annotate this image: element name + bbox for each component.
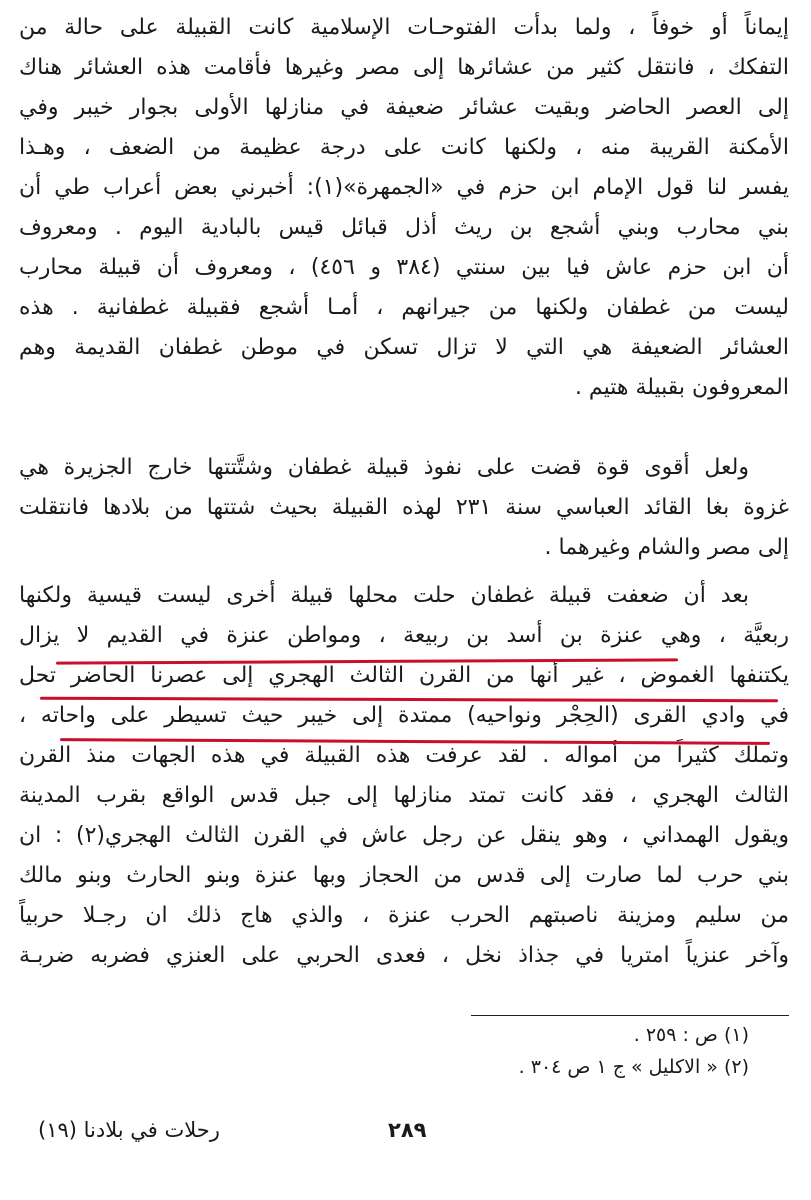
text-line: ولعل أقوى قوة قضت على نفوذ قبيلة غطفان وشتَّتتها خارج الجزيرة هي [19,455,749,480]
text-line: إلى مصر والشام وغيرهما . [544,535,789,560]
text-line: من سليم ومزينة ناصبتهم الحرب عنزة ، والذي هاج ذلك ان رجـلا حربياً [19,903,789,928]
text-line: إلى العصر الحاضر وبقيت عشائر ضعيفة في منازلها الأولى بجوار خيبر وفي [19,95,789,120]
footnote-1: (١) ص : ٢٥٩ . [633,1024,749,1046]
text-line: بني حرب لما صارت إلى قدس من الحجاز وبها عنزة وبنو الحارث وبنو مالك [19,863,789,888]
text-line: ربعيَّة ، وهي عنزة بن أسد بن ربيعة ، ومواطن عنزة في القديم لا يزال [19,623,789,648]
text-line: إيماناً أو خوفاً ، ولما بدأت الفتوحـات الإسلامية كانت القبيلة على حالة من [19,15,789,40]
text-line: العشائر الضعيفة هي التي لا تزال تسكن في موطن غطفان القديمة وهم [19,335,789,360]
text-line: الأمكنة القريبة منه ، ولكنها كانت على درجة عظيمة من الضعف ، وهـذا [19,135,789,160]
paragraph-3 [19,576,789,986]
footnote-separator [471,1015,789,1016]
text-line: ويقول الهمداني ، وهو ينقل عن رجل عاش في القرن الثالث الهجري(٢) : ان [19,823,789,848]
text-line: وتملك كثيراً من أمواله . لقد عرفت هذه القبيلة في هذه الجهات منذ القرن [19,743,789,768]
text-line: يكتنفها الغموض ، غير أنها من القرن الثالث الهجري إلى عصرنا الحاضر تحل [19,663,789,688]
text-line: يفسر لنا قول الإمام ابن حزم في «الجمهرة»(١): أخبرني بعض أعراب طي أن [19,175,789,200]
text-line: وآخر عنزياً امتريا في جذاذ نخل ، فعدى الحربي على العنزي فضربه ضربـة [19,943,789,968]
text-line: أن ابن حزم عاش فيا بين سنتي (٣٨٤ و ٤٥٦) ، ومعروف أن قبيلة محارب [19,255,789,280]
text-line: بني محارب وبني أشجع بن ريث أذل قبائل قيس بالبادية اليوم . ومعروف [19,215,789,240]
text-line: غزوة بغا القائد العباسي سنة ٢٣١ لهذه القبيلة بحيث شتتها من بلادها فانتقلت [19,495,789,520]
text-line: بعد أن ضعفت قبيلة غطفان حلت محلها قبيلة أخرى ليست قيسية ولكنها [19,583,749,608]
text-line: المعروفون بقبيلة هتيم . [574,375,789,400]
text-line: ليست من غطفان ولكنها من جيرانهم ، أمـا أشجع فقبيلة غطفانية . هذه [19,295,789,320]
page-number: ٢٨٩ [388,1118,427,1142]
text-line: في وادي القرى (الحِجْر ونواحيه) ممتدة إلى خيبر حيث تسيطر على واحاته ، [19,703,789,728]
book-title: رحلات في بلادنا (١٩) [38,1118,220,1142]
paragraph-2 [19,448,789,568]
footnote-2: (٢) « الاكليل » ج ١ ص ٣٠٤ . [518,1056,749,1078]
paragraph-1 [19,8,789,408]
text-line: الثالث الهجري ، فقد كانت تمتد منازلها إلى جبل قدس الواقع بقرب المدينة [19,783,789,808]
text-line: التفكك ، فانتقل كثير من عشائرها إلى مصر وغيرها فأقامت هذه العشائر هناك [19,55,789,80]
